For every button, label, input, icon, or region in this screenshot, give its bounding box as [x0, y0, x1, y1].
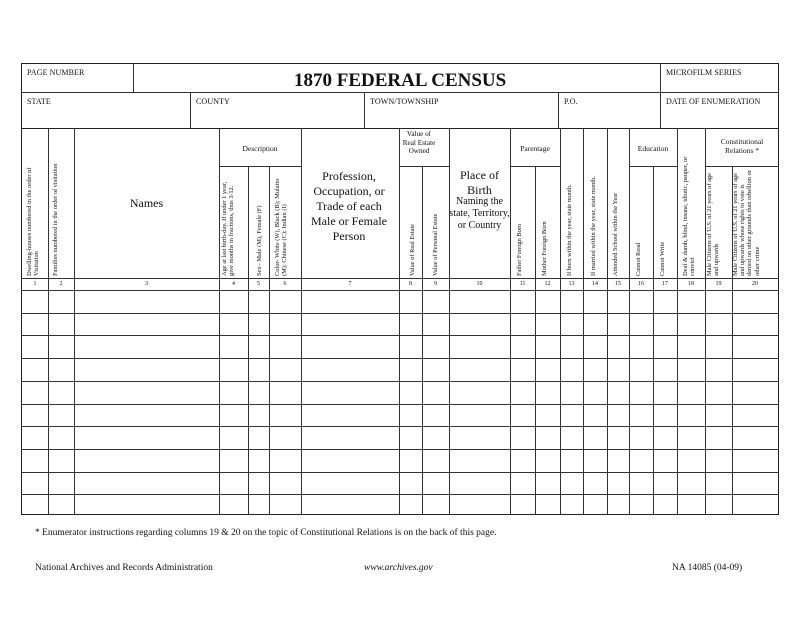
page-title: 1870 FEDERAL CENSUS — [294, 70, 507, 91]
description-group-label: Description — [242, 144, 278, 153]
row-divider — [22, 335, 778, 336]
column-divider — [422, 166, 423, 514]
date-of-enumeration-label: DATE OF ENUMERATION — [666, 97, 761, 106]
page-number-label: PAGE NUMBER — [27, 68, 85, 77]
divider — [22, 128, 778, 129]
column-divider — [269, 166, 270, 514]
column-divider — [510, 128, 511, 514]
column-divider — [248, 166, 249, 514]
column-divider — [535, 166, 536, 514]
column-divider — [74, 128, 75, 514]
column-number: 9 — [434, 281, 437, 287]
families-column-header: Families numbered in the order of visitation — [52, 163, 59, 276]
dwelling-column-header: Dwelling-houses numbered in the order of Visitation — [26, 167, 41, 276]
column-divider — [301, 128, 302, 514]
column-number: 12 — [544, 281, 551, 287]
married-within-year-header: If married within the year, state month. — [590, 176, 597, 276]
place-of-birth-column-header: Place of Birth — [460, 168, 499, 197]
row-divider — [22, 449, 778, 450]
column-number: 2 — [59, 281, 63, 287]
column-divider — [732, 166, 733, 514]
column-number: 6 — [283, 281, 287, 287]
parentage-group-label: Parentage — [520, 144, 550, 153]
divider — [660, 92, 661, 128]
row-divider — [22, 381, 778, 382]
row-divider — [22, 472, 778, 473]
place-of-birth-subheader: Naming the state, Territory, or Country — [449, 196, 510, 231]
column-divider — [449, 128, 450, 514]
column-divider — [653, 166, 654, 514]
column-number: 11 — [519, 281, 526, 287]
divider — [399, 166, 449, 167]
divider — [219, 166, 301, 167]
row-divider — [22, 404, 778, 405]
county-label: COUNTY — [196, 97, 230, 106]
footnote: * Enumerator instructions regarding columns 19 & 20 on the topic of Constitutional Relations is on the back of this page. — [35, 528, 497, 538]
male-citizens-header: Male Citizens of U.S. of 21 years of age and upwards — [706, 173, 721, 276]
sex-column-header: Sex– Male (M), Female (F) — [256, 205, 263, 276]
divider — [705, 166, 778, 167]
column-number: 8 — [409, 281, 412, 287]
state-label: STATE — [27, 97, 51, 106]
divider — [190, 92, 191, 128]
footer-website: www.archives.gov — [364, 563, 433, 573]
divider — [22, 92, 778, 93]
column-number: 16 — [638, 281, 644, 287]
column-divider — [607, 128, 608, 514]
divider — [364, 92, 365, 128]
column-number: 17 — [662, 281, 668, 287]
voting-rights-denied-header: Male Citizens of U.S. of 21 years of age and upwards whose rights to vote is denied on other grounds than rebellion or other crime — [732, 170, 761, 276]
column-number: 14 — [592, 281, 598, 287]
row-divider — [22, 313, 778, 314]
column-number: 10 — [476, 281, 483, 287]
cannot-read-header: Cannot Read — [635, 242, 642, 276]
mother-foreign-born-header: Mother Foreign Born — [541, 221, 548, 276]
column-divider — [705, 128, 706, 514]
color-column-header: Color- White (W), Black (B); Mulatto (M); Chinese (C); Indian (I) — [274, 178, 289, 276]
father-foreign-born-header: Father Foreign Born — [516, 223, 523, 276]
divider — [22, 278, 778, 279]
town-label: TOWN/TOWNSHIP — [370, 97, 439, 106]
po-label: P.O. — [564, 97, 578, 106]
age-column-header: Age at last birth-day. If under 1 year, give months in fractions, thus 3/12. — [221, 181, 236, 276]
column-number: 5 — [257, 281, 260, 287]
column-number: 20 — [752, 281, 758, 287]
cannot-write-header: Cannot Write — [659, 241, 666, 276]
real-estate-column-header: Value of Real Estate — [409, 224, 416, 276]
column-divider — [583, 128, 584, 514]
column-divider — [629, 128, 630, 514]
divider — [22, 290, 778, 291]
column-divider — [677, 128, 678, 514]
profession-column-header: Profession, Occupation, or Trade of each Male or Female Person — [311, 169, 387, 243]
census-form — [21, 63, 779, 515]
deaf-blind-header: Deaf & dumb, blind, insane, idiotic, pauper, or convict — [682, 156, 697, 276]
personal-estate-column-header: Value of Personal Estate — [432, 213, 439, 276]
names-column-header: Names — [129, 196, 164, 210]
attended-school-header: Attended School within the Year — [612, 192, 619, 276]
column-divider — [399, 128, 400, 514]
education-group-label: Education — [637, 144, 669, 153]
column-number: 15 — [615, 281, 621, 287]
row-divider — [22, 494, 778, 495]
column-number: 19 — [715, 281, 722, 287]
value-estate-group-label: Value of Real Estate Owned — [402, 130, 436, 155]
column-divider — [48, 128, 49, 514]
column-number: 4 — [232, 281, 235, 287]
column-number: 1 — [33, 281, 37, 287]
column-number: 13 — [568, 281, 575, 287]
divider — [660, 64, 661, 92]
born-within-year-header: If born within the year, state month. — [566, 184, 573, 276]
column-number: 18 — [688, 281, 694, 287]
row-divider — [22, 358, 778, 359]
constitutional-group-label: Constitutional Relations * — [720, 137, 764, 155]
column-divider — [560, 128, 561, 514]
column-number: 7 — [348, 281, 352, 287]
column-divider — [219, 128, 220, 514]
footer-agency: National Archives and Records Administration — [35, 563, 213, 573]
divider — [133, 64, 134, 92]
microfilm-series-label: MICROFILM SERIES — [666, 68, 742, 77]
divider — [558, 92, 559, 128]
footer-form-number: NA 14085 (04-09) — [672, 563, 743, 573]
row-divider — [22, 426, 778, 427]
column-number: 3 — [145, 281, 148, 287]
